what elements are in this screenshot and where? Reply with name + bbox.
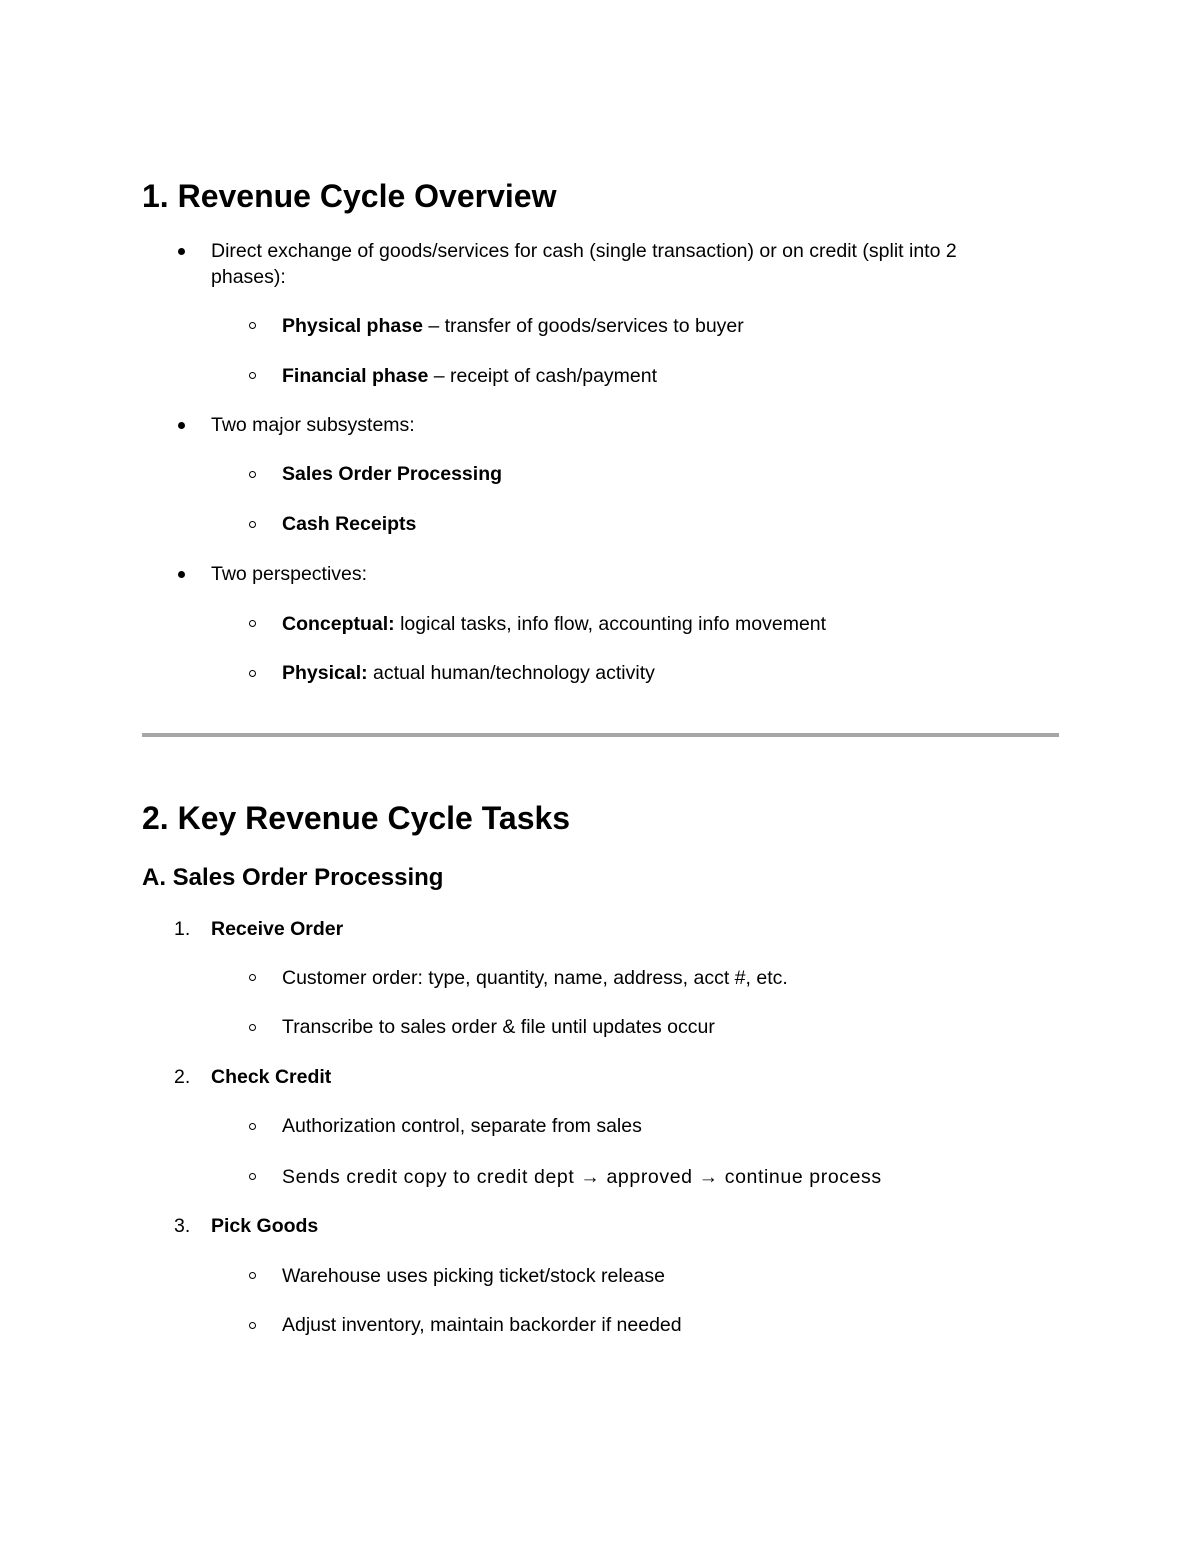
bullet-1-line-1: Direct exchange of goods/services for cash (single transaction) or on credit (split into 2 — [211, 240, 957, 262]
step-item: Warehouse uses picking ticket/stock release — [282, 1265, 665, 1287]
sub-item-sales-order-processing: Sales Order Processing — [282, 463, 503, 485]
step-item: Adjust inventory, maintain backorder if needed — [282, 1314, 682, 1336]
bullet-1-line-2: phases): — [211, 266, 286, 288]
sub-bullet-marker — [249, 372, 256, 379]
bullet-marker — [178, 571, 185, 578]
step-number: 1. — [174, 918, 191, 940]
subsection-a-heading: A. Sales Order Processing — [142, 864, 444, 891]
sub-item-text: – receipt of cash/payment — [428, 365, 658, 387]
horizontal-divider — [142, 733, 1059, 737]
step-number: 3. — [174, 1215, 191, 1237]
bullet-3: Two perspectives: — [211, 563, 368, 585]
step-title-check-credit: Check Credit — [211, 1066, 332, 1088]
sub-item-bold: Physical: — [282, 662, 368, 684]
sub-bullet-marker — [249, 1272, 256, 1279]
bullet-2: Two major subsystems: — [211, 414, 415, 436]
section-2-heading: 2. Key Revenue Cycle Tasks — [142, 800, 571, 836]
sub-item-text: – transfer of goods/services to buyer — [422, 315, 744, 337]
sub-bullet-marker — [249, 1173, 256, 1180]
bullet-marker — [178, 422, 185, 429]
sub-item-physical-phase — [282, 313, 744, 339]
step-number: 2. — [174, 1066, 191, 1088]
sub-bullet-marker — [249, 471, 256, 478]
sub-bullet-marker — [249, 620, 256, 627]
sub-bullet-marker — [249, 670, 256, 677]
step-item: Authorization control, separate from sales — [282, 1115, 642, 1137]
step-title-receive-order: Receive Order — [211, 918, 344, 940]
sub-bullet-marker — [249, 521, 256, 528]
sub-item-text: logical tasks, info flow, accounting info movement — [394, 613, 827, 635]
bullet-marker — [178, 248, 185, 255]
sub-bullet-marker — [249, 1322, 256, 1329]
sub-item-bold: Physical phase — [282, 315, 423, 337]
sub-bullet-marker — [249, 1123, 256, 1130]
sub-bullet-marker — [249, 1024, 256, 1031]
section-1-heading: 1. Revenue Cycle Overview — [142, 178, 557, 214]
sub-item-bold: Financial phase — [282, 365, 429, 387]
step-item: Customer order: type, quantity, name, address, acct #, etc. — [282, 967, 788, 989]
sub-item-text: actual human/technology activity — [367, 662, 655, 684]
step-item: Sends credit copy to credit dept → approved → continue process — [282, 1166, 882, 1188]
step-item: Transcribe to sales order & file until updates occur — [282, 1016, 715, 1038]
sub-item-conceptual — [282, 611, 826, 637]
sub-item-bold: Conceptual: — [282, 613, 395, 635]
step-title-pick-goods: Pick Goods — [211, 1215, 319, 1237]
sub-item-cash-receipts: Cash Receipts — [282, 513, 417, 535]
sub-item-financial-phase — [282, 363, 657, 389]
sub-bullet-marker — [249, 974, 256, 981]
sub-item-physical — [282, 660, 655, 686]
sub-bullet-marker — [249, 322, 256, 329]
